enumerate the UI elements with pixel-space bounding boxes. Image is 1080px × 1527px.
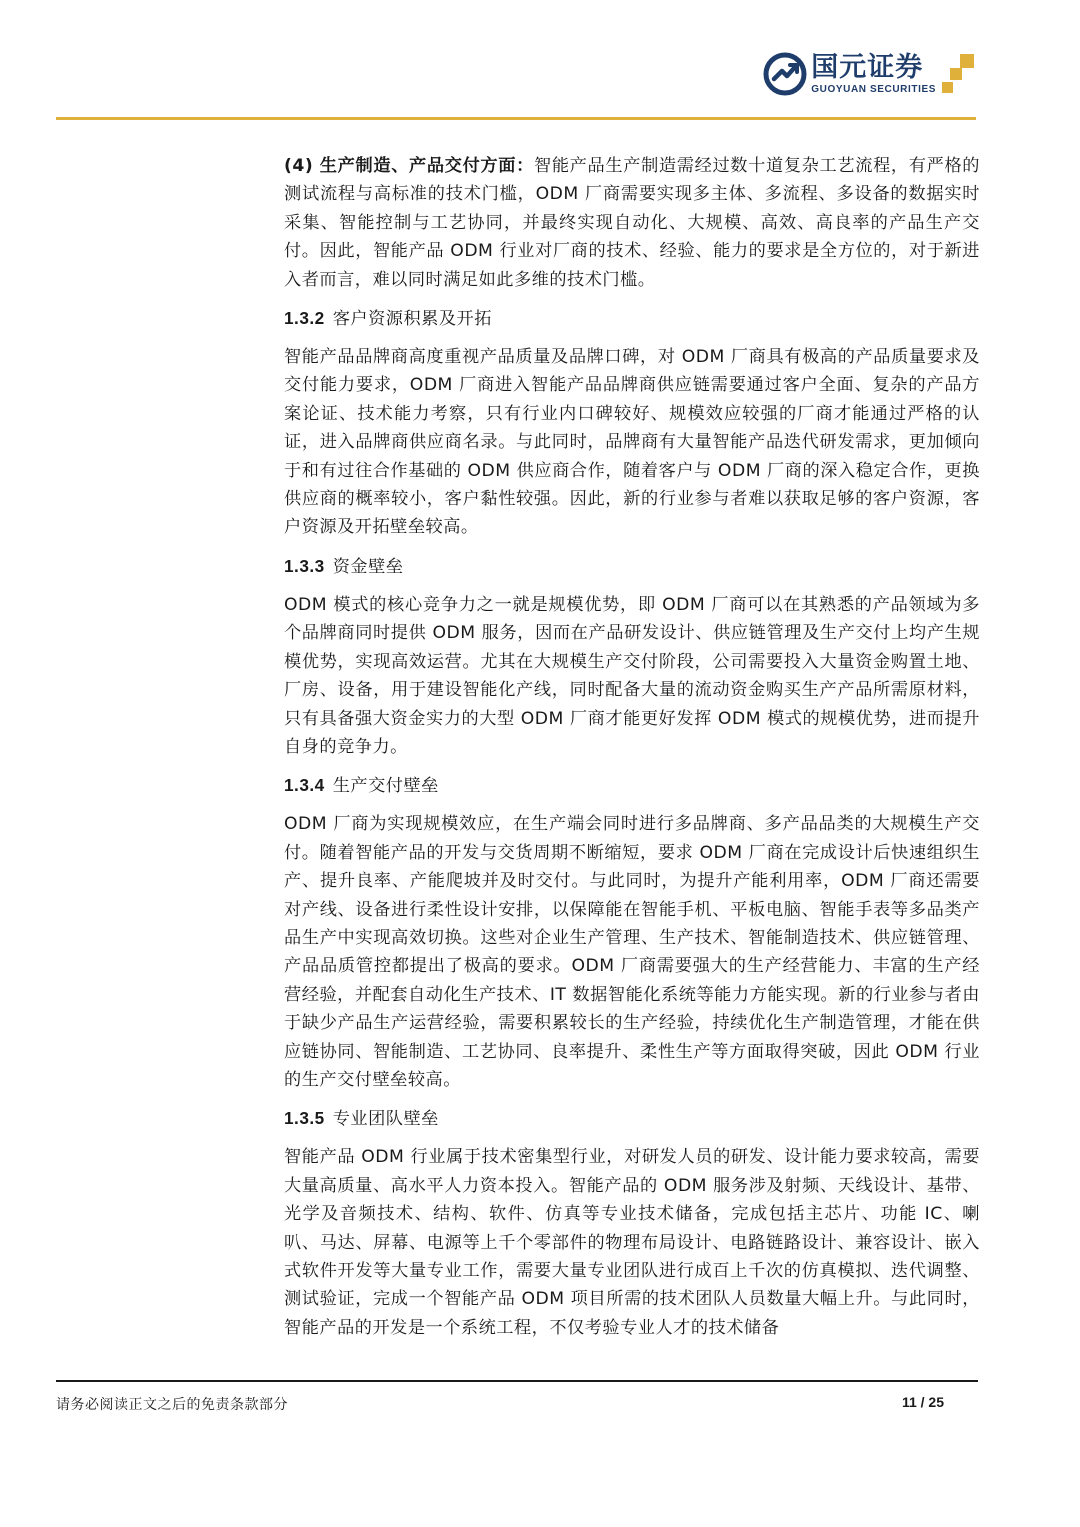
paragraph-team-barrier: 智能产品 ODM 行业属于技术密集型行业，对研发人员的研发、设计能力要求较高，需要大量高质量、高水平人力资本投入。智能产品的 ODM 服务涉及射频、天线设计、基带、光学及音频技术、结构、软件、仿真等专业技术储备，完成包括主芯片、功能 IC、喇叭、马达、屏幕、电源等上千个零部件的物理布局设计、电路链路设计、兼容设计、嵌入式软件开发等大量专业工作，需要大量专业团队进行成百上千次的仿真模拟、迭代调整、测试验证，完成一个智能产品 ODM 项目所需的技术团队人员数量大幅上升。与此同时，智能产品的开发是一个系统工程，不仅考验专业人才的技术储备 (284, 1147, 980, 1338)
logo-squares-icon (940, 52, 976, 96)
section-heading-1-3-5 (284, 1104, 980, 1133)
company-logo (763, 52, 976, 96)
paragraph-customer-resources: 智能产品品牌商高度重视产品质量及品牌口碑，对 ODM 厂商具有极高的产品质量要求及交付能力要求，ODM 厂商进入智能产品品牌商供应链需要通过客户全面、复杂的产品方案论证、技术能力考察，只有行业内口碑较好、规模效应较强的厂商才能通过严格的认证，进入品牌商供应商名录。与此同时，品牌商有大量智能产品迭代研发需求，更加倾向于和有过往合作基础的 ODM 供应商合作，随着客户与 ODM 厂商的深入稳定合作，更换供应商的概率较小，客户黏性较强。因此，新的行业参与者难以获取足够的客户资源，客户资源及开拓壁垒较高。 (284, 347, 980, 538)
page-header (0, 0, 1080, 120)
paragraph-capital-barrier: ODM 模式的核心竞争力之一就是规模优势，即 ODM 厂商可以在其熟悉的产品领域为多个品牌商同时提供 ODM 服务，因而在产品研发设计、供应链管理及生产交付上均产生规模优势，实现高效运营。尤其在大规模生产交付阶段，公司需要投入大量资金购置土地、厂房、设备，用于建设智能化产线，同时配备大量的流动资金购买生产产品所需原材料，只有具备强大资金实力的大型 ODM 厂商才能更好发挥 ODM 模式的规模优势，进而提升自身的竞争力。 (284, 594, 980, 757)
logo-english-name: GUOYUAN SECURITIES (811, 83, 936, 95)
section-number: 1.3.2 (284, 308, 325, 329)
paragraph-text: 智能产品生产制造需经过数十道复杂工艺流程，有严格的测试流程与高标准的技术门槛，ODM 厂商需要实现多主体、多流程、多设备的数据实时采集、智能控制与工艺协同，并最终实现自动化、大规模、高效、高良率的产品生产交付。因此，智能产品 ODM 行业对厂商的技术、经验、能力的要求是全方位的，对于新进入者而言，难以同时满足如此多维的技术门槛。 (284, 156, 980, 290)
section-title: 资金壁垒 (332, 556, 404, 577)
footer-disclaimer: 请务必阅读正文之后的免责条款部分 (56, 1397, 288, 1413)
section-heading-1-3-4 (284, 771, 980, 800)
section-title: 客户资源积累及开拓 (332, 309, 492, 330)
section-heading-1-3-3 (284, 552, 980, 581)
main-content (284, 152, 980, 1352)
paragraph-production-barrier: ODM 厂商为实现规模效应，在生产端会同时进行多品牌商、多产品品类的大规模生产交付。随着智能产品的开发与交货周期不断缩短，要求 ODM 厂商在完成设计后快速组织生产、提升良率、产能爬坡并及时交付。与此同时，为提升产能利用率，ODM 厂商还需要对产线、设备进行柔性设计安排，以保障能在智能手机、平板电脑、智能手表等多品类产品生产中实现高效切换。这些对企业生产管理、生产技术、智能制造技术、供应链管理、产品品质管控都提出了极高的要求。ODM 厂商需要强大的生产经营能力、丰富的生产经营经验，并配套自动化生产技术、IT 数据智能化系统等能力方能实现。新的行业参与者由于缺少产品生产运营经验，需要积累较长的生产经验，持续优化生产制造管理，才能在供应链协同、智能制造、工艺协同、良率提升、柔性生产等方面取得突破，因此 ODM 行业的生产交付壁垒较高。 (284, 814, 980, 1090)
section-title: 生产交付壁垒 (332, 776, 439, 797)
section-number: 1.3.4 (284, 775, 325, 796)
section-title: 专业团队壁垒 (332, 1109, 439, 1130)
footer-divider (56, 1380, 978, 1382)
logo-emblem-icon (763, 52, 807, 96)
paragraph-production (284, 152, 980, 294)
logo-chinese-name: 国元证券 (811, 51, 924, 83)
section-number: 1.3.3 (284, 555, 325, 576)
page-number: 11 / 25 (901, 1394, 944, 1410)
section-number: 1.3.5 (284, 1108, 325, 1129)
paragraph-lead: (4) 生产制造、产品交付方面： (284, 156, 534, 176)
logo-text (811, 51, 936, 95)
header-divider (56, 117, 976, 120)
section-heading-1-3-2 (284, 304, 980, 333)
